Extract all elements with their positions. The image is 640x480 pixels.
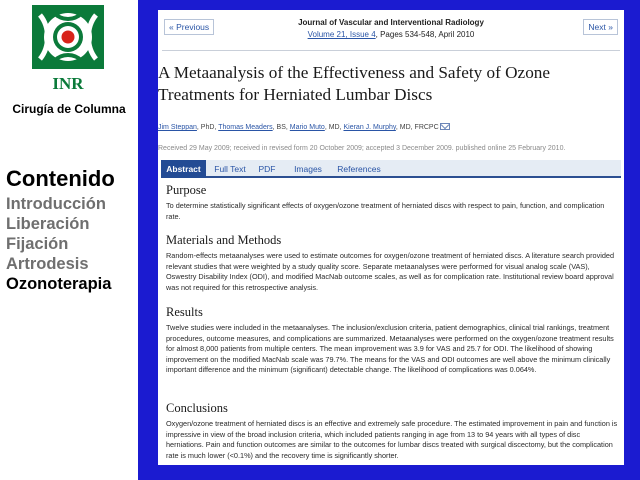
contents-item-fijacion: Fijación: [6, 235, 69, 253]
author-link[interactable]: Kieran J. Murphy: [343, 124, 396, 131]
author-degree: , MD,: [324, 124, 344, 131]
contents-list: [6, 194, 111, 294]
author-degree: , PhD,: [196, 124, 219, 131]
tab-full-text[interactable]: Full Text: [214, 164, 246, 174]
article-title: [158, 62, 618, 106]
journal-name: Journal of Vascular and Interventional Radiology: [298, 18, 484, 27]
email-icon[interactable]: [440, 123, 450, 130]
section-heading: Results: [166, 305, 203, 319]
header-divider: [162, 50, 620, 51]
author-link[interactable]: Jim Steppan: [158, 124, 197, 131]
issue-pages: , Pages 534-548, April 2010: [375, 30, 475, 39]
next-button[interactable]: Next »: [583, 19, 618, 35]
tab-images[interactable]: Images: [294, 164, 322, 174]
tab-references[interactable]: References: [337, 164, 381, 174]
section-text: To determine statistically significant effects of oxygen/ozone treatment of herniated discs with respect to pain, function, and complication rate.: [166, 201, 605, 221]
contents-item-artrodesis: Artrodesis: [6, 255, 89, 273]
section-heading: Conclusions: [166, 401, 228, 415]
article-title-line-2: Treatments for Herniated Lumbar Discs: [158, 85, 433, 104]
author-degree: , BS,: [272, 124, 290, 131]
author-list: [158, 122, 450, 131]
tab-abstract[interactable]: Abstract: [161, 160, 206, 178]
section-methods: [166, 232, 618, 293]
article-title-line-1: A Metaanalysis of the Effectiveness and Safety of Ozone: [158, 63, 551, 82]
contents-item-introduccion: Introducción: [6, 195, 106, 213]
inr-logo-icon: [32, 5, 104, 95]
journal-header: [158, 10, 624, 50]
tab-pdf[interactable]: PDF: [258, 164, 276, 174]
section-text: Twelve studies were included in the metaanalyses. The inclusion/exclusion criteria, patient demographics, clinical trial rankings, treatment procedures, outcome measures, and complications are summarized. Metaanalyses were performed on the oxygen/ozone treatment results for almost 8,000 patients from multiple centers. The mean improvement was 3.9 for VAS and 25.7 for ODI. The likelihood of showing improvement on the modified MacNab scale was 79.7%. The means for the VAS and ODI outcomes are well above the minimum clinically important difference and the minimum (significant) detectable change. The likelihood of complications was 0.064%.: [166, 323, 614, 374]
author-link[interactable]: Mario Muto: [289, 124, 325, 131]
slide-sidebar: [0, 0, 138, 480]
contents-item-liberacion: Liberación: [6, 215, 90, 233]
slide-subtitle: Cirugía de Columna: [12, 102, 126, 116]
section-heading: Materials and Methods: [166, 233, 282, 247]
article-dates: Received 29 May 2009; received in revised form 20 October 2009; accepted 3 December 2009. published online 25 February 2010.: [158, 145, 566, 152]
issue-info: [158, 30, 624, 39]
author-link[interactable]: Thomas Meaders: [218, 124, 273, 131]
contents-item-ozonoterapia: Ozonoterapia: [6, 275, 112, 293]
article-page: [158, 10, 624, 465]
author-degree: , MD, FRCPC: [395, 124, 439, 131]
section-text: Random-effects metaanalyses were used to estimate outcomes for oxygen/ozone treatment of herniated discs. A literature search provided relevant studies that were weighted by a study quality score. Separate metaanalyses were performed for visual analog scale (VAS), Oswestry Disability Index (ODI), and modified MacNab outcome scales, as well as for complication rate. Institutional review board approval was not required for this retrospective analysis.: [166, 251, 615, 292]
section-results: [166, 304, 618, 376]
contents-heading: Contenido: [6, 166, 115, 191]
issue-link[interactable]: Volume 21, Issue 4: [307, 30, 376, 39]
section-purpose: [166, 182, 618, 222]
section-conclusions: [166, 400, 618, 461]
section-heading: Purpose: [166, 183, 207, 197]
section-text: Oxygen/ozone treatment of herniated discs is an effective and extremely safe procedure. The estimated improvement in pain and function is impressive in view of the broad inclusion criteria, which included patients ranging in age from 13 to 94 years with all types of disc herniations. Pain and function outcomes are similar to the outcomes for lumbar discs treated with surgical discectomy, but the complication rate is much lower (<0.1%) and the recovery time is significantly shorter.: [166, 419, 618, 460]
logo-text: INR: [52, 74, 84, 93]
article-tabs: [161, 160, 621, 178]
previous-button[interactable]: « Previous: [164, 19, 214, 35]
